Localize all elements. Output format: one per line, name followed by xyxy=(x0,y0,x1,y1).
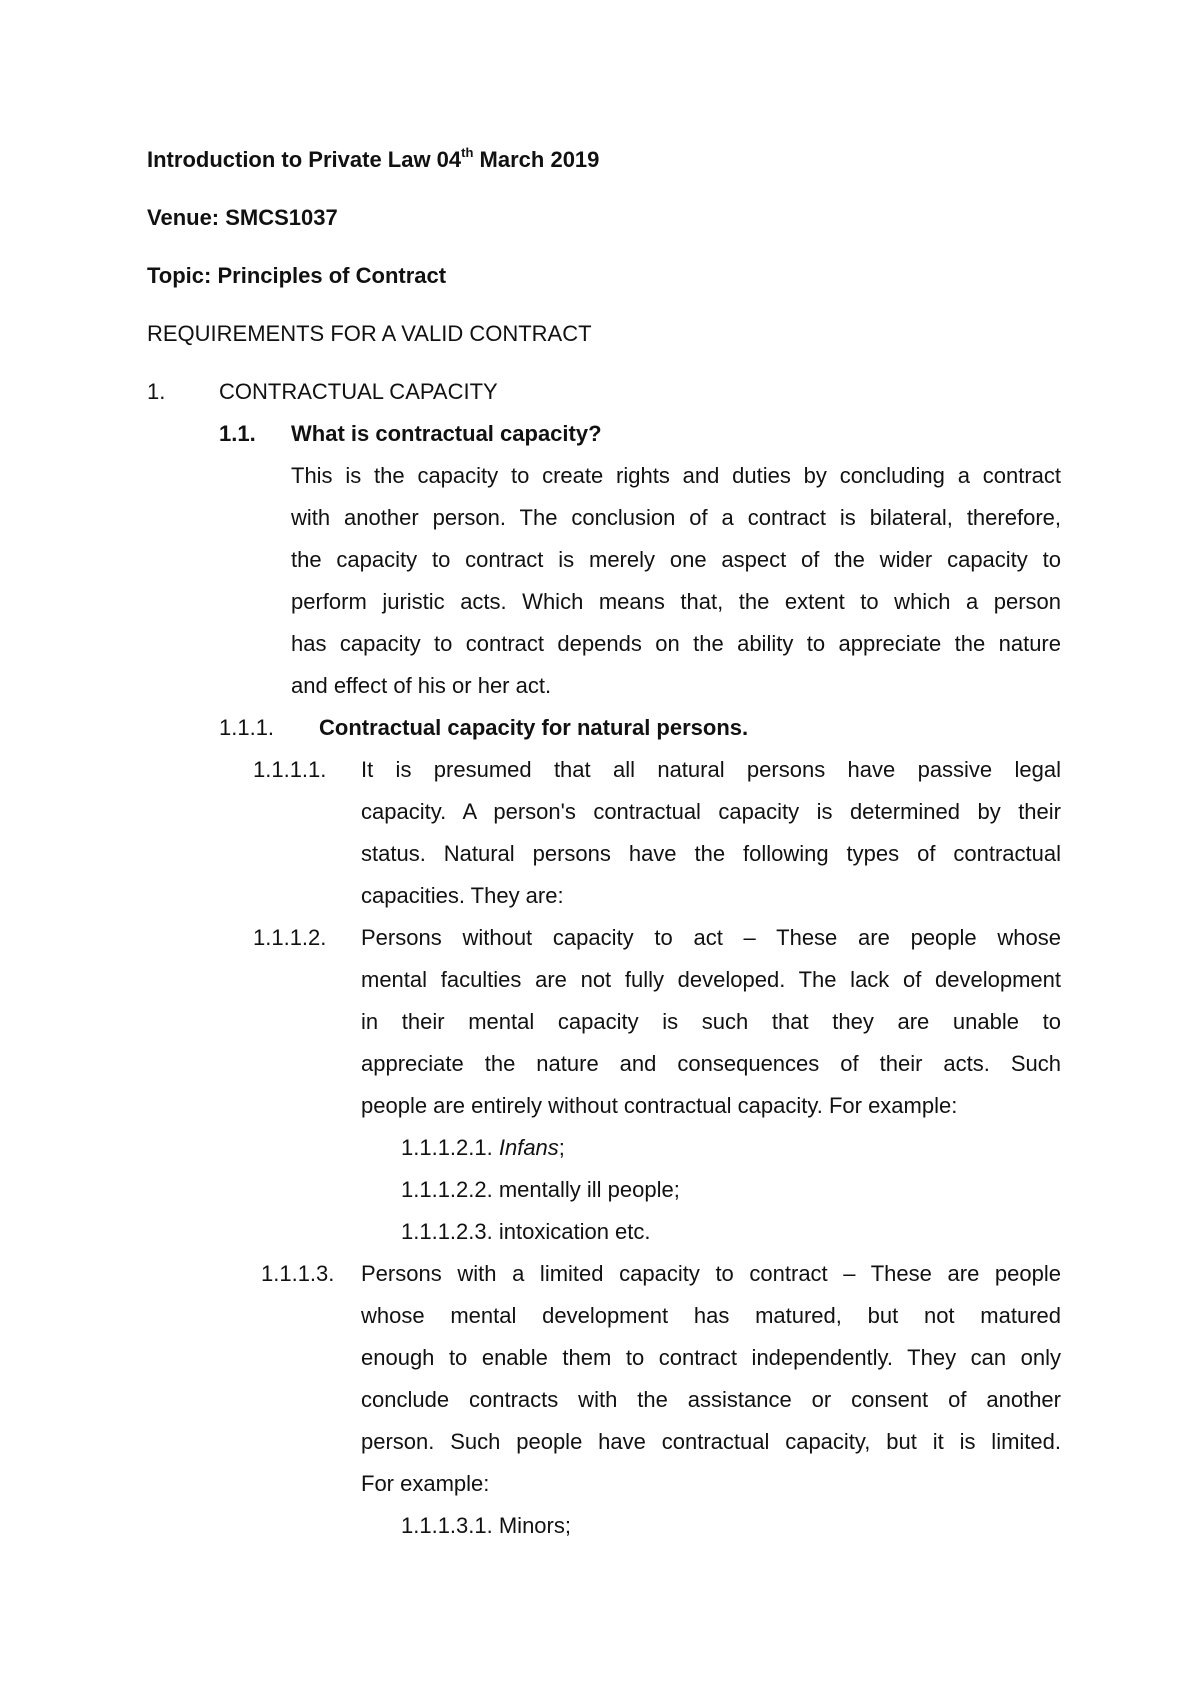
sub-item-2-3 xyxy=(401,1219,651,1245)
sub-item-2-2-number: 1.1.1.2.2. xyxy=(401,1177,499,1202)
sub-item-2-1-number: 1.1.1.2.1. xyxy=(401,1135,499,1160)
para-1-1-line-5: has capacity to contract depends on the ability to appreciate the nature xyxy=(291,631,1061,656)
item-1-line-4: capacities. They are: xyxy=(361,883,564,908)
section-1-title: CONTRACTUAL CAPACITY xyxy=(219,379,498,404)
title-date: March 2019 xyxy=(473,147,600,172)
para-1-1-line-2: with another person. The conclusion of a contract is bilateral, therefore, xyxy=(291,505,1061,530)
sub-item-3-1 xyxy=(401,1513,571,1539)
requirements-heading: REQUIREMENTS FOR A VALID CONTRACT xyxy=(147,321,592,346)
item-1-number: 1.1.1.1. xyxy=(253,757,327,782)
section-1-1-1-number: 1.1.1. xyxy=(219,715,275,740)
sub-item-2-3-text: intoxication etc. xyxy=(498,1219,651,1244)
section-1-1-1-title: Contractual capacity for natural persons. xyxy=(319,715,749,740)
item-1-line-2: capacity. A person's contractual capacity is determined by their xyxy=(361,799,1061,824)
sub-item-2-1-text: Infans xyxy=(498,1135,559,1160)
item-1-line-3: status. Natural persons have the following types of contractual xyxy=(361,841,1061,866)
sub-item-2-1 xyxy=(401,1135,565,1161)
item-2-line-4: appreciate the nature and consequences of their acts. Such xyxy=(361,1051,1061,1076)
item-3-line-1: Persons with a limited capacity to contract – These are people xyxy=(361,1261,1061,1286)
para-1-1-line-6: and effect of his or her act. xyxy=(291,673,552,698)
sub-item-2-3-number: 1.1.1.2.3. xyxy=(401,1219,499,1244)
item-2-line-2: mental faculties are not fully developed. The lack of development xyxy=(361,967,1061,992)
item-3-line-3: enough to enable them to contract independently. They can only xyxy=(361,1345,1061,1370)
item-1-line-1: It is presumed that all natural persons have passive legal xyxy=(361,757,1061,782)
title-text: Introduction to Private Law 04 xyxy=(147,147,462,172)
sub-item-3-1-number: 1.1.1.3.1. xyxy=(401,1513,499,1538)
item-3-line-5: person. Such people have contractual capacity, but it is limited. xyxy=(361,1429,1061,1454)
title-superscript: th xyxy=(461,144,474,160)
para-1-1-line-4: perform juristic acts. Which means that, the extent to which a person xyxy=(291,589,1061,614)
item-2-line-5: people are entirely without contractual capacity. For example: xyxy=(361,1093,958,1118)
venue-line: Venue: SMCS1037 xyxy=(147,205,338,230)
sub-item-3-1-text: Minors; xyxy=(498,1513,571,1538)
item-3-line-2: whose mental development has matured, but not matured xyxy=(361,1303,1061,1328)
item-2-number: 1.1.1.2. xyxy=(253,925,327,950)
document-title xyxy=(147,144,600,173)
section-1-1-title: What is contractual capacity? xyxy=(291,421,602,446)
topic-line: Topic: Principles of Contract xyxy=(147,263,447,288)
item-3-line-4: conclude contracts with the assistance or consent of another xyxy=(361,1387,1061,1412)
sub-item-2-2-text: mentally ill people; xyxy=(498,1177,680,1202)
item-3-number: 1.1.1.3. xyxy=(261,1261,335,1286)
item-2-line-3: in their mental capacity is such that they are unable to xyxy=(361,1009,1061,1034)
section-1-number: 1. xyxy=(147,379,166,404)
item-3-line-6: For example: xyxy=(361,1471,490,1496)
sub-item-2-1-suffix: ; xyxy=(558,1135,565,1160)
item-2-line-1: Persons without capacity to act – These are people whose xyxy=(361,925,1061,950)
para-1-1-line-1: This is the capacity to create rights and duties by concluding a contract xyxy=(291,463,1061,488)
section-1-1-number: 1.1. xyxy=(219,421,256,446)
sub-item-2-2 xyxy=(401,1177,680,1203)
para-1-1-line-3: the capacity to contract is merely one aspect of the wider capacity to xyxy=(291,547,1061,572)
